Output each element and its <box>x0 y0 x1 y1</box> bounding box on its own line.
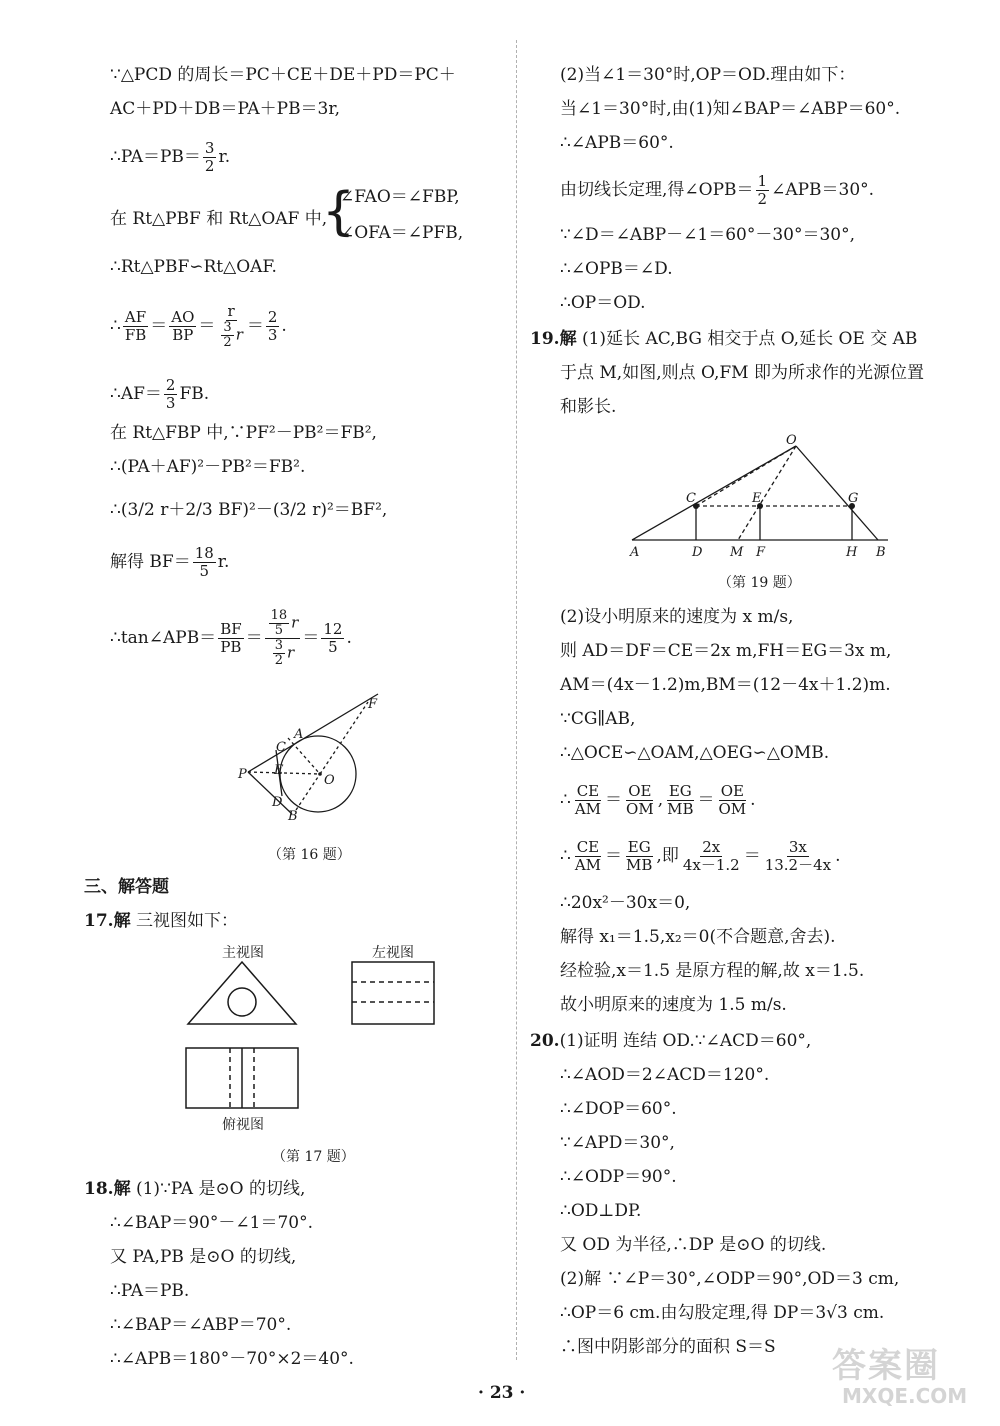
denominator <box>217 321 244 350</box>
fraction <box>321 621 344 656</box>
text-line: ∴(PA＋AF)²－PB²＝FB². <box>110 457 306 477</box>
question-19 <box>530 328 917 350</box>
fraction <box>193 545 216 580</box>
text-line: ∴Rt△PBF∽Rt△OAF. <box>110 257 277 277</box>
figure-16 <box>236 688 386 824</box>
numerator <box>265 609 301 639</box>
section-heading: 三、解答题 <box>84 877 169 897</box>
text-line: ∴∠APB＝60°. <box>560 133 674 153</box>
fraction <box>265 609 301 668</box>
text-line: ∴ $\frac{CE}{AM}$ ＝ $\frac{OE}{OM}$ , $\frac{EG}{MB}$ ＝ $\frac{OE}{OM}$ . <box>560 782 756 818</box>
text-line: ∵∠D＝∠ABP－∠1＝60°－30°＝30°, <box>560 225 856 245</box>
numerator: AO <box>171 308 195 326</box>
fraction <box>164 377 178 412</box>
text-line: ∴OD⊥DP. <box>560 1201 642 1221</box>
label-f: F <box>756 545 766 560</box>
text-line: ∴PA＝PB. <box>110 1281 190 1301</box>
denominator: 4x－1.2 <box>682 856 740 874</box>
text-fragment: ∴tan∠APB＝ <box>110 628 217 648</box>
text-line <box>560 170 874 210</box>
fraction <box>681 839 742 874</box>
numerator: 2 <box>165 376 176 394</box>
text-line: ∴ $\frac{AF}{FB}$ ＝ $\frac{AO}{BP}$ ＝ r $\frac{3}{2}$ r ＝ $\frac{2}{3}$ . <box>110 302 287 350</box>
question-number: 19. <box>530 329 560 349</box>
column-divider <box>516 40 517 1360</box>
fraction <box>573 783 603 818</box>
fraction <box>716 783 748 818</box>
denominator: MB <box>626 856 653 874</box>
text-line: ∵CG∥AB, <box>560 709 636 729</box>
text-line: ∵△PCD 的周长＝PC＋CE＋DE＋PD＝PC＋ <box>110 65 456 85</box>
label-b: B <box>876 545 886 560</box>
denominator: AM <box>574 856 602 874</box>
front-view-circle <box>228 988 256 1016</box>
text-line: ∴OP＝OD. <box>560 293 646 313</box>
line-co <box>696 446 796 506</box>
side-view-rect <box>352 962 434 1024</box>
denominator: 3 <box>165 394 176 412</box>
question-18 <box>84 1178 305 1200</box>
text-line: ∴20x²－30x＝0, <box>560 893 691 913</box>
tangent-line-pf <box>248 694 378 772</box>
watermark-text: 答案圈 <box>832 1346 940 1386</box>
therefore: ∴ <box>560 846 571 866</box>
line-po <box>248 772 320 774</box>
label-g: G <box>848 491 859 506</box>
watermark-logo <box>832 1338 992 1418</box>
numerator: AF <box>124 308 147 326</box>
text-line <box>110 374 209 414</box>
fraction <box>203 140 217 175</box>
text-line: 又 PA,PB 是⊙O 的切线, <box>110 1247 297 1267</box>
answer-label: 解 <box>559 329 577 349</box>
fraction <box>624 783 656 818</box>
label-o: O <box>324 773 335 788</box>
numerator: EG <box>627 838 651 856</box>
text-line: ∴∠BAP＝90°－∠1＝70°. <box>110 1213 313 1233</box>
text-line: (2)解 ∵∠P＝30°,∠ODP＝90°,OD＝3 cm, <box>560 1269 900 1289</box>
label-c: C <box>686 491 696 506</box>
answer-label: 解 <box>113 1179 131 1199</box>
text-line: ∴OP＝6 cm.由勾股定理,得 DP＝3√3 cm. <box>560 1303 885 1323</box>
fraction <box>217 303 244 350</box>
numerator: OE <box>720 782 744 800</box>
text-line: ∠OFA＝∠PFB, <box>340 223 464 243</box>
text-line: ∴∠BAP＝∠ABP＝70°. <box>110 1315 292 1335</box>
figure-19 <box>626 432 900 566</box>
denominator: FB <box>124 326 147 344</box>
label-p: P <box>238 767 247 782</box>
fraction <box>266 309 280 344</box>
numerator: CE <box>576 782 600 800</box>
text-fragment: (1)∵PA 是⊙O 的切线, <box>135 1179 306 1199</box>
front-view-label: 主视图 <box>222 945 264 961</box>
denominator: 3 <box>267 326 278 344</box>
fraction <box>665 783 695 818</box>
text-line: ∴(3/2 r＋2/3 BF)²－(3/2 r)²＝BF², <box>110 500 388 520</box>
label-a: A <box>630 545 640 560</box>
watermark-url: MXQE.COM <box>842 1384 968 1408</box>
denominator: 2 <box>274 653 284 668</box>
numerator: 3 <box>204 139 215 157</box>
numerator: 2x <box>702 838 721 856</box>
text-line: 又 OD 为半径,∴DP 是⊙O 的切线. <box>560 1235 827 1255</box>
label-e: E <box>752 491 762 506</box>
text-fragment: ∴PA＝PB＝ <box>110 147 201 167</box>
text-fragment: r. <box>218 147 231 167</box>
question-number: 18. <box>84 1179 114 1199</box>
text-line: AC＋PD＋DB＝PA＋PB＝3r, <box>110 99 341 119</box>
denominator: OM <box>626 800 654 818</box>
line-bo <box>296 774 320 810</box>
label-b: B <box>288 809 298 824</box>
figure-17 <box>180 958 442 1130</box>
text-line <box>110 542 229 582</box>
denominator: OM <box>718 800 747 818</box>
fraction <box>221 321 233 350</box>
text-fragment: 由切线长定理,得∠OPB＝ <box>560 180 754 200</box>
text-fragment: ∴AF＝ <box>110 384 162 404</box>
text-fragment: r <box>287 643 295 662</box>
top-view-label: 俯视图 <box>222 1117 264 1133</box>
denominator <box>269 639 296 668</box>
text-line: 经检验,x＝1.5 是原方程的解,故 x＝1.5. <box>560 961 865 981</box>
denominator: AM <box>574 800 602 818</box>
text-line: ∴△OCE∽△OAM,△OEG∽△OMB. <box>560 743 830 763</box>
label-d: D <box>692 545 703 560</box>
text-fragment: r <box>291 613 299 632</box>
text-line: AM＝(4x－1.2)m,BM＝(12－4x＋1.2)m. <box>560 675 891 695</box>
therefore: ∴ <box>560 790 571 810</box>
page-number: · 23 · <box>478 1383 526 1403</box>
text-line: ∠FAO＝∠FBP, <box>340 187 460 207</box>
label-h: H <box>846 545 858 560</box>
text-line: ∴∠AOD＝2∠ACD＝120°. <box>560 1065 770 1085</box>
denominator: 5 <box>274 623 284 638</box>
numerator: BF <box>220 620 242 638</box>
numerator: OE <box>628 782 652 800</box>
fraction <box>169 309 196 344</box>
denominator: 5 <box>328 638 338 656</box>
text-line: ∴∠OPB＝∠D. <box>560 259 673 279</box>
center-point <box>318 772 322 776</box>
text-line: (2)设小明原来的速度为 x m/s, <box>560 607 794 627</box>
numerator: 12 <box>323 620 343 638</box>
text-line: 在 Rt△FBP 中,∵PF²－PB²＝FB², <box>110 423 377 443</box>
text-line: 解得 x₁＝1.5,x₂＝0(不合题意,舍去). <box>560 927 836 947</box>
denominator: BP <box>172 326 194 344</box>
text-line: ∴图中阴影部分的面积 S＝S <box>560 1337 776 1357</box>
numerator: r <box>227 302 235 320</box>
fraction <box>573 839 603 874</box>
numerator: EG <box>668 782 692 800</box>
numerator: CE <box>576 838 600 856</box>
fraction <box>763 839 833 874</box>
fraction <box>123 309 148 344</box>
circle-o <box>280 736 356 812</box>
answer-label: 解 <box>113 911 131 931</box>
text-line: ∴∠APB＝180°－70°×2＝40°. <box>110 1349 354 1369</box>
numerator: 1 <box>757 172 768 190</box>
label-o: O <box>786 433 797 448</box>
figure-caption: （第 19 题） <box>718 575 801 591</box>
text-line: 于点 M,如图,则点 O,FM 即为所求作的光源位置 <box>560 363 924 383</box>
denominator: 13.2－4x <box>764 856 832 874</box>
text-fragment: ∠APB＝30°. <box>771 180 875 200</box>
denominator: PB <box>220 638 242 656</box>
text-fragment: (1)延长 AC,BG 相交于点 O,延长 OE 交 AB <box>581 329 918 349</box>
numerator: 18 <box>270 608 288 623</box>
line-ao <box>288 738 320 774</box>
fraction <box>273 639 285 668</box>
label-c: C <box>276 740 286 755</box>
text-fragment: FB. <box>179 384 210 404</box>
front-view-triangle <box>188 962 296 1024</box>
text-line: 则 AD＝DF＝CE＝2x m,FH＝EG＝3x m, <box>560 641 892 661</box>
text-fragment: (1)证明 连结 OD.∵∠ACD＝60°, <box>559 1031 812 1051</box>
text-fragment: r. <box>217 552 230 572</box>
text-line: 当∠1＝30°时,由(1)知∠BAP＝∠ABP＝60°. <box>560 99 901 119</box>
text-fragment: 三视图如下： <box>135 911 238 931</box>
text-line: ∴tan∠APB＝ $\frac{BF}{PB}$ ＝ $\frac{18}{5}$ r $\frac{3}{2}$ r ＝ $\frac{12}{5}$ . <box>110 608 352 668</box>
fraction <box>269 609 290 638</box>
numerator: 3 <box>223 320 232 335</box>
denominator: 2 <box>223 335 232 350</box>
question-number: 20. <box>530 1031 560 1051</box>
label-m: M <box>730 545 744 560</box>
text-line <box>110 140 230 175</box>
numerator: 18 <box>194 544 214 562</box>
denominator: 5 <box>199 562 210 580</box>
numerator: 3x <box>788 838 807 856</box>
side-view-label: 左视图 <box>372 945 414 961</box>
text-line: ∴∠ODP＝90°. <box>560 1167 677 1187</box>
question-20 <box>530 1030 811 1052</box>
label-e: E <box>274 763 284 778</box>
text-line: ∵∠APD＝30°, <box>560 1133 675 1153</box>
text-line: ∴∠DOP＝60°. <box>560 1099 677 1119</box>
line-ob <box>796 446 878 540</box>
question-number: 17. <box>84 911 114 931</box>
denominator: 2 <box>757 190 768 208</box>
fraction <box>624 839 654 874</box>
figure-caption: （第 16 题） <box>268 847 351 863</box>
denominator: 2 <box>204 157 215 175</box>
text-line: ∴ $\frac{CE}{AM}$ ＝ $\frac{EG}{MB}$ ,即 $\frac{2x}{4x-1.2}$ ＝ $\frac{3x}{13.2-4x}$ . <box>560 838 841 874</box>
therefore: ∴ <box>110 316 121 336</box>
text-fragment: r <box>235 325 243 344</box>
line-of <box>320 702 368 774</box>
numerator: 2 <box>267 308 278 326</box>
label-a: A <box>294 727 304 742</box>
text-line: 在 Rt△PBF 和 Rt△OAF 中, <box>110 209 328 229</box>
line-om <box>738 446 796 540</box>
text-line: (2)当∠1＝30°时,OP＝OD.理由如下： <box>560 65 856 85</box>
line-ao <box>632 446 796 540</box>
denominator: MB <box>667 800 694 818</box>
question-17 <box>84 910 238 932</box>
fraction <box>756 173 770 208</box>
text-line: 故小明原来的速度为 1.5 m/s. <box>560 995 787 1015</box>
figure-caption: （第 17 题） <box>272 1149 355 1165</box>
numerator: 3 <box>274 638 284 653</box>
text-fragment: ,即 <box>656 846 679 866</box>
label-f: F <box>368 697 378 712</box>
label-d: D <box>272 795 283 810</box>
left-brace: { <box>322 182 356 242</box>
text-line: 和影长. <box>560 397 617 417</box>
fraction <box>218 621 243 656</box>
text-fragment: 解得 BF＝ <box>110 552 191 572</box>
